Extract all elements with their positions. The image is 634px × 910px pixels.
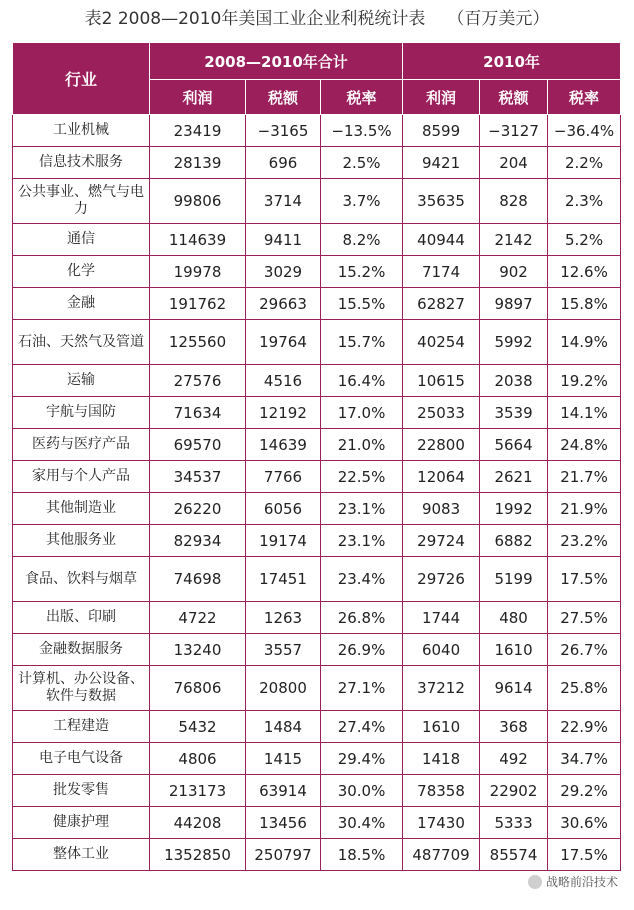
industry-name: 出版、印刷 [13, 602, 150, 634]
table-cell: 204 [480, 147, 548, 179]
industry-name: 金融 [13, 288, 150, 320]
table-cell: 1744 [403, 602, 480, 634]
table-cell: 2621 [480, 461, 548, 493]
table-cell: 62827 [403, 288, 480, 320]
industry-name: 信息技术服务 [13, 147, 150, 179]
table-cell: 23.1% [321, 525, 403, 557]
table-cell: 5199 [480, 557, 548, 602]
table-cell: 828 [480, 179, 548, 224]
table-cell: 16.4% [321, 365, 403, 397]
table-row [13, 147, 621, 179]
industry-name: 其他制造业 [13, 493, 150, 525]
table-cell: 17430 [403, 807, 480, 839]
table-cell: 368 [480, 711, 548, 743]
group-header-2008-2010: 2008—2010年合计 [150, 43, 403, 80]
table-caption [0, 4, 634, 29]
table-cell: 13456 [246, 807, 321, 839]
table-cell: 8.2% [321, 224, 403, 256]
watermark [528, 873, 618, 890]
table-cell: 34.7% [548, 743, 621, 775]
table-cell: −13.5% [321, 115, 403, 147]
table-cell: −3165 [246, 115, 321, 147]
table-cell: 85574 [480, 839, 548, 871]
table-cell: 99806 [150, 179, 246, 224]
watermark-text: 战略前沿技术 [545, 875, 618, 889]
col-header-profit: 利润 [403, 80, 480, 115]
table-cell: 9083 [403, 493, 480, 525]
table-row [13, 602, 621, 634]
table-cell: 27576 [150, 365, 246, 397]
table-cell: 5664 [480, 429, 548, 461]
table-cell: 22800 [403, 429, 480, 461]
table-cell: 14.9% [548, 320, 621, 365]
industry-name: 工业机械 [13, 115, 150, 147]
table-row [13, 288, 621, 320]
table-cell: 3557 [246, 634, 321, 666]
col-header-tax: 税额 [246, 80, 321, 115]
table-cell: 1992 [480, 493, 548, 525]
industry-name: 其他服务业 [13, 525, 150, 557]
table-cell: 15.5% [321, 288, 403, 320]
table-cell: 492 [480, 743, 548, 775]
table-cell: 26.9% [321, 634, 403, 666]
table-cell: 22902 [480, 775, 548, 807]
table-cell: 14639 [246, 429, 321, 461]
table-cell: 24.8% [548, 429, 621, 461]
table-cell: 6040 [403, 634, 480, 666]
table-cell: 487709 [403, 839, 480, 871]
table-row [13, 365, 621, 397]
industry-header: 行业 [13, 43, 150, 115]
table-cell: 12064 [403, 461, 480, 493]
table-cell: 12192 [246, 397, 321, 429]
industry-name: 健康护理 [13, 807, 150, 839]
table-row [13, 256, 621, 288]
table-row [13, 807, 621, 839]
table-row [13, 179, 621, 224]
table-cell: 21.7% [548, 461, 621, 493]
industry-name: 医药与医疗产品 [13, 429, 150, 461]
table-cell: 12.6% [548, 256, 621, 288]
table-row [13, 711, 621, 743]
table-cell: 5333 [480, 807, 548, 839]
table-cell: 25033 [403, 397, 480, 429]
table-cell: 250797 [246, 839, 321, 871]
table-cell: 17.5% [548, 557, 621, 602]
table-cell: 1263 [246, 602, 321, 634]
table-cell: 28139 [150, 147, 246, 179]
table-cell: 191762 [150, 288, 246, 320]
table-cell: 30.6% [548, 807, 621, 839]
table-cell: 9411 [246, 224, 321, 256]
table-cell: 69570 [150, 429, 246, 461]
table-cell: 76806 [150, 666, 246, 711]
table-cell: 2.3% [548, 179, 621, 224]
industry-name: 批发零售 [13, 775, 150, 807]
table-cell: 6882 [480, 525, 548, 557]
table-cell: 480 [480, 602, 548, 634]
table-row [13, 775, 621, 807]
table-cell: 2.5% [321, 147, 403, 179]
table-cell: 15.8% [548, 288, 621, 320]
table-cell: 35635 [403, 179, 480, 224]
table-cell: 29726 [403, 557, 480, 602]
table-cell: 17.5% [548, 839, 621, 871]
unit-label: （百万美元） [447, 9, 550, 29]
table-cell: 2142 [480, 224, 548, 256]
table-cell: 3029 [246, 256, 321, 288]
industry-name: 家用与个人产品 [13, 461, 150, 493]
table-cell: 5432 [150, 711, 246, 743]
col-header-tax-rate: 税率 [548, 80, 621, 115]
table-cell: 74698 [150, 557, 246, 602]
table-row [13, 224, 621, 256]
table-row [13, 634, 621, 666]
table-cell: 29724 [403, 525, 480, 557]
table-cell: 5.2% [548, 224, 621, 256]
table-cell: 18.5% [321, 839, 403, 871]
table-cell: 30.0% [321, 775, 403, 807]
table-cell: 1418 [403, 743, 480, 775]
table-cell: 1610 [403, 711, 480, 743]
table-cell: 1610 [480, 634, 548, 666]
table-cell: 19978 [150, 256, 246, 288]
industry-name: 化学 [13, 256, 150, 288]
table-cell: 78358 [403, 775, 480, 807]
table-cell: 902 [480, 256, 548, 288]
table-cell: 5992 [480, 320, 548, 365]
table-cell: 25.8% [548, 666, 621, 711]
table-cell: 37212 [403, 666, 480, 711]
industry-name: 公共事业、燃气与电力 [13, 179, 150, 224]
table-cell: 29.2% [548, 775, 621, 807]
table-cell: 23.1% [321, 493, 403, 525]
table-cell: 82934 [150, 525, 246, 557]
table-cell: 1352850 [150, 839, 246, 871]
table-body [13, 115, 621, 871]
table-title: 表2 2008—2010年美国工业企业利税统计表 [84, 9, 426, 29]
table-row [13, 320, 621, 365]
industry-name: 通信 [13, 224, 150, 256]
industry-name: 金融数据服务 [13, 634, 150, 666]
table-cell: 23.2% [548, 525, 621, 557]
col-header-tax-rate: 税率 [321, 80, 403, 115]
table-cell: 4806 [150, 743, 246, 775]
table-cell: 63914 [246, 775, 321, 807]
tax-table [12, 42, 621, 871]
table-cell: 21.0% [321, 429, 403, 461]
table-cell: 15.7% [321, 320, 403, 365]
table-cell: 1484 [246, 711, 321, 743]
industry-name: 宇航与国防 [13, 397, 150, 429]
table-cell: 4722 [150, 602, 246, 634]
table-cell: 696 [246, 147, 321, 179]
table-cell: 3.7% [321, 179, 403, 224]
table-cell: 20800 [246, 666, 321, 711]
table-cell: 114639 [150, 224, 246, 256]
table-cell: 30.4% [321, 807, 403, 839]
table-cell: 40254 [403, 320, 480, 365]
table-cell: −36.4% [548, 115, 621, 147]
table-cell: 27.1% [321, 666, 403, 711]
table-cell: 17.0% [321, 397, 403, 429]
table-cell: 10615 [403, 365, 480, 397]
table-cell: 125560 [150, 320, 246, 365]
table-row [13, 557, 621, 602]
table-row [13, 666, 621, 711]
table-cell: 34537 [150, 461, 246, 493]
table-cell: 40944 [403, 224, 480, 256]
industry-name: 整体工业 [13, 839, 150, 871]
industry-name: 食品、饮料与烟草 [13, 557, 150, 602]
wechat-icon [528, 875, 542, 889]
table-cell: 23.4% [321, 557, 403, 602]
industry-name: 运输 [13, 365, 150, 397]
table-cell: 22.5% [321, 461, 403, 493]
col-header-tax: 税额 [480, 80, 548, 115]
table-cell: 26220 [150, 493, 246, 525]
table-cell: 3714 [246, 179, 321, 224]
table-cell: 9421 [403, 147, 480, 179]
group-header-2010: 2010年 [403, 43, 621, 80]
table-cell: 23419 [150, 115, 246, 147]
table-cell: 27.5% [548, 602, 621, 634]
table-cell: 19764 [246, 320, 321, 365]
table-cell: 29.4% [321, 743, 403, 775]
table-cell: 2038 [480, 365, 548, 397]
table-cell: 4516 [246, 365, 321, 397]
table-cell: 13240 [150, 634, 246, 666]
industry-name: 电子电气设备 [13, 743, 150, 775]
table-cell: 8599 [403, 115, 480, 147]
table-row [13, 429, 621, 461]
table-cell: 71634 [150, 397, 246, 429]
table-cell: 7766 [246, 461, 321, 493]
table-cell: 22.9% [548, 711, 621, 743]
table-row [13, 743, 621, 775]
industry-name: 计算机、办公设备、软件与数据 [13, 666, 150, 711]
table-row [13, 397, 621, 429]
col-header-profit: 利润 [150, 80, 246, 115]
table-cell: 17451 [246, 557, 321, 602]
table-cell: 21.9% [548, 493, 621, 525]
table-cell: 9897 [480, 288, 548, 320]
industry-name: 石油、天然气及管道 [13, 320, 150, 365]
table-cell: 14.1% [548, 397, 621, 429]
table-cell: 2.2% [548, 147, 621, 179]
table-row [13, 493, 621, 525]
table-cell: 15.2% [321, 256, 403, 288]
table-cell: 9614 [480, 666, 548, 711]
table-cell: 44208 [150, 807, 246, 839]
table-cell: 29663 [246, 288, 321, 320]
table-cell: 19174 [246, 525, 321, 557]
table-cell: 1415 [246, 743, 321, 775]
table-row [13, 839, 621, 871]
table-row [13, 115, 621, 147]
table-cell: 19.2% [548, 365, 621, 397]
table-row [13, 461, 621, 493]
table-row [13, 525, 621, 557]
table-cell: 213173 [150, 775, 246, 807]
table-cell: 3539 [480, 397, 548, 429]
industry-name: 工程建造 [13, 711, 150, 743]
table-cell: 27.4% [321, 711, 403, 743]
table-cell: −3127 [480, 115, 548, 147]
table-cell: 26.8% [321, 602, 403, 634]
table-cell: 26.7% [548, 634, 621, 666]
table-cell: 6056 [246, 493, 321, 525]
table-cell: 7174 [403, 256, 480, 288]
